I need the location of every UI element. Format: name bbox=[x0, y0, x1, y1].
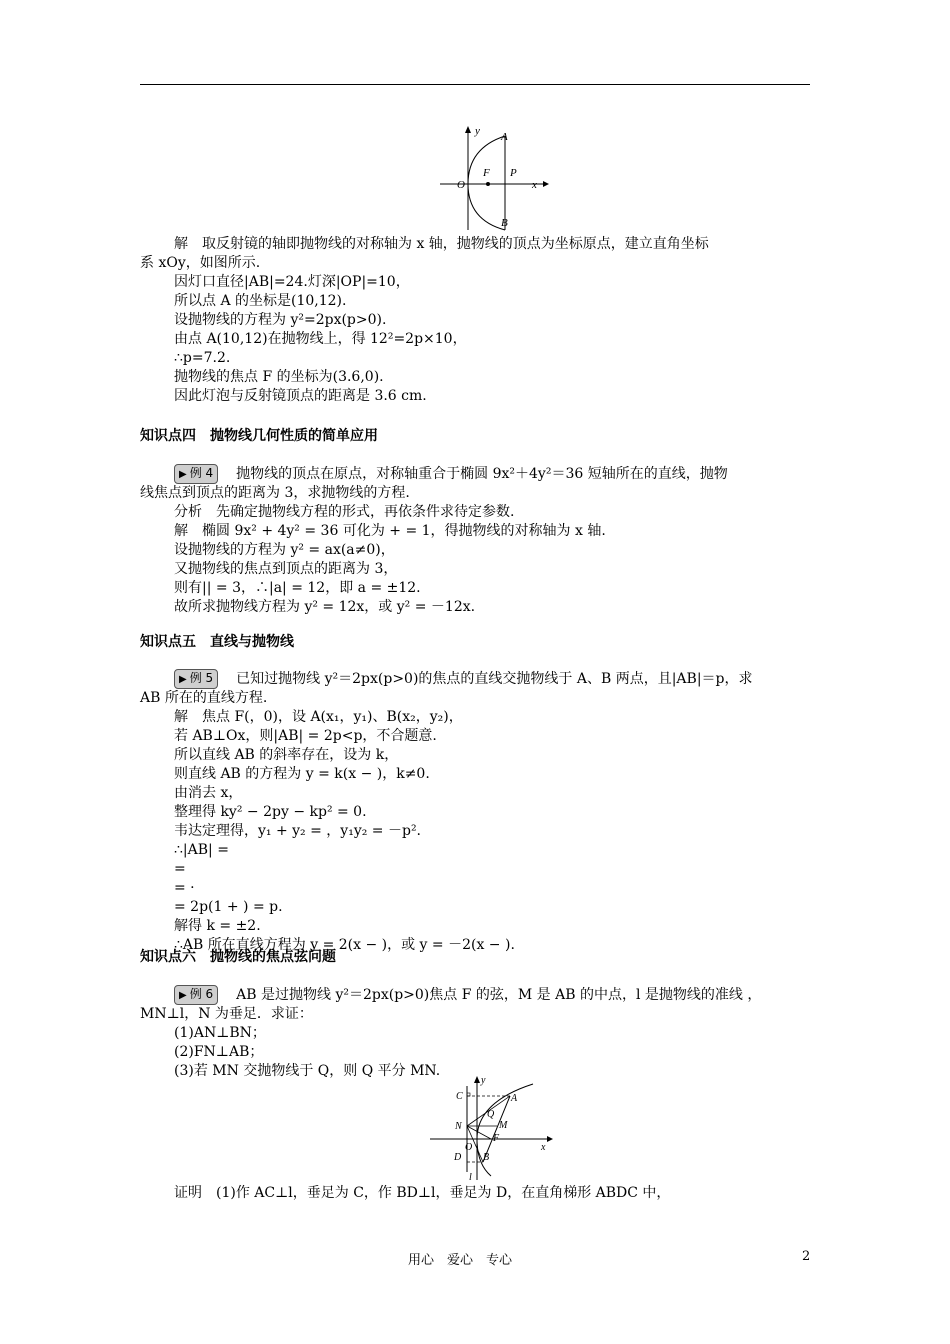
fig2-label-a: A bbox=[511, 1093, 518, 1104]
fig1-label-x: x bbox=[532, 179, 537, 191]
solution-line: 抛物线的焦点 F 的坐标为(3.6,0). bbox=[174, 369, 384, 385]
header-rule bbox=[140, 84, 810, 85]
example-6-line: ▶ 例 6 AB 是过抛物线 y²＝2px(p>0)焦点 F 的弦，M 是 AB 的中点，l 是抛物线的准线 ， bbox=[174, 985, 761, 1005]
section-heading: 知识点五 直线与抛物线 bbox=[140, 634, 294, 650]
example-line: ∴|AB| = bbox=[174, 842, 229, 858]
page-footer: 用心 爱心 专心 bbox=[408, 1253, 513, 1268]
play-icon: ▶ bbox=[179, 674, 187, 685]
section-heading: 知识点六 抛物线的焦点弦问题 bbox=[140, 949, 336, 965]
fig1-label-f: F bbox=[483, 167, 490, 179]
fig2-label-d: D bbox=[454, 1152, 462, 1163]
fig2-label-c: C bbox=[456, 1091, 463, 1102]
example-line: = 2p(1 + ) = p. bbox=[174, 899, 283, 915]
fig2-label-o: O bbox=[465, 1142, 473, 1153]
play-icon: ▶ bbox=[179, 990, 187, 1001]
solution-line: ∴p=7.2. bbox=[174, 350, 231, 366]
example-line: 又抛物线的焦点到顶点的距离为 3， bbox=[174, 561, 398, 577]
fig2-label-b: B bbox=[483, 1152, 490, 1163]
solution-line: 因此灯泡与反射镜顶点的距离是 3.6 cm. bbox=[174, 388, 427, 404]
figure-focal-chord bbox=[425, 1072, 560, 1184]
figure-parabola-reflector bbox=[435, 124, 555, 234]
example-line: 则直线 AB 的方程为 y = k(x − )，k≠0. bbox=[174, 766, 430, 782]
example-line: (1)AN⊥BN； bbox=[174, 1025, 266, 1041]
example-line: = · bbox=[174, 880, 195, 896]
example-line: 故所求抛物线方程为 y² = 12x，或 y² = －12x. bbox=[174, 599, 476, 615]
play-icon: ▶ bbox=[179, 469, 187, 480]
example-badge: ▶ 例 5 bbox=[174, 669, 218, 689]
example-line: 则有|| = 3，∴|a| = 12，即 a = ±12. bbox=[174, 580, 421, 596]
example-5-line: ▶ 例 5 已知过抛物线 y²＝2px(p>0)的焦点的直线交抛物线于 A、B 两点，且|AB|＝p，求 bbox=[174, 669, 753, 689]
example-line: 所以直线 AB 的斜率存在，设为 k， bbox=[174, 747, 399, 763]
example-line: 由消去 x， bbox=[174, 785, 243, 801]
example-line: (2)FN⊥AB； bbox=[174, 1044, 264, 1060]
page-number: 2 bbox=[802, 1249, 811, 1264]
example-line: 解 焦点 F(，0)，设 A(x₁，y₁)、B(x₂，y₂)， bbox=[174, 709, 463, 725]
example-line: 设抛物线的方程为 y² = ax(a≠0)， bbox=[174, 542, 395, 558]
solution-line: 由点 A(10,12)在抛物线上，得 12²=2p×10， bbox=[174, 331, 467, 347]
solution-line: 系 xOy，如图所示. bbox=[140, 255, 261, 271]
fig1-label-o: O bbox=[457, 179, 465, 191]
fig1-label-a: A bbox=[501, 131, 508, 143]
example-badge: ▶ 例 4 bbox=[174, 464, 218, 484]
solution-line: 解 取反射镜的轴即抛物线的对称轴为 x 轴，抛物线的顶点为坐标原点，建立直角坐标 bbox=[174, 236, 709, 252]
example-line: (3)若 MN 交抛物线于 Q，则 Q 平分 MN. bbox=[174, 1063, 441, 1079]
example-badge: ▶ 例 6 bbox=[174, 985, 218, 1005]
solution-line: 设抛物线的方程为 y²=2px(p>0). bbox=[174, 312, 387, 328]
fig1-label-p: P bbox=[510, 167, 517, 179]
example-line: 分析 先确定抛物线方程的形式，再依条件求待定参数. bbox=[174, 504, 515, 520]
example-line: = bbox=[174, 861, 186, 877]
example-line: 韦达定理得，y₁ + y₂ = ，y₁y₂ = －p². bbox=[174, 823, 422, 839]
example-line: 线焦点到顶点的距离为 3，求抛物线的方程. bbox=[140, 485, 410, 501]
section-heading: 知识点四 抛物线几何性质的简单应用 bbox=[140, 428, 378, 444]
example-line: AB 所在的直线方程. bbox=[140, 690, 268, 706]
example-line: 解 椭圆 9x² + 4y² = 36 可化为 + = 1，得抛物线的对称轴为 x 轴. bbox=[174, 523, 606, 539]
example-4-line: ▶ 例 4 抛物线的顶点在原点，对称轴重合于椭圆 9x²＋4y²＝36 短轴所在的直线，抛物 bbox=[174, 464, 728, 484]
fig2-label-f: F bbox=[493, 1133, 500, 1144]
example-line: 解得 k = ±2. bbox=[174, 918, 261, 934]
fig2-label-m: M bbox=[499, 1120, 508, 1131]
example-line: 若 AB⊥Ox，则|AB| = 2p<p，不合题意. bbox=[174, 728, 437, 744]
example-line: MN⊥l，N 为垂足．求证： bbox=[140, 1006, 313, 1022]
fig1-label-b: B bbox=[501, 217, 508, 229]
fig2-label-n: N bbox=[455, 1121, 462, 1132]
fig2-label-y: y bbox=[481, 1075, 486, 1086]
fig1-label-y: y bbox=[475, 125, 480, 137]
fig2-label-q: Q bbox=[487, 1109, 495, 1120]
example-line: 整理得 ky² − 2py − kp² = 0. bbox=[174, 804, 367, 820]
proof-line: 证明 (1)作 AC⊥l，垂足为 C，作 BD⊥l，垂足为 D，在直角梯形 ABDC 中， bbox=[174, 1185, 671, 1201]
example-line: ∴AB 所在直线方程为 y = 2(x − )，或 y = －2(x − ). bbox=[174, 937, 515, 953]
fig2-label-x: x bbox=[541, 1142, 546, 1153]
fig2-label-l: l bbox=[469, 1172, 472, 1183]
solution-line: 因灯口直径|AB|=24.灯深|OP|=10， bbox=[174, 274, 410, 290]
solution-line: 所以点 A 的坐标是(10,12). bbox=[174, 293, 347, 309]
